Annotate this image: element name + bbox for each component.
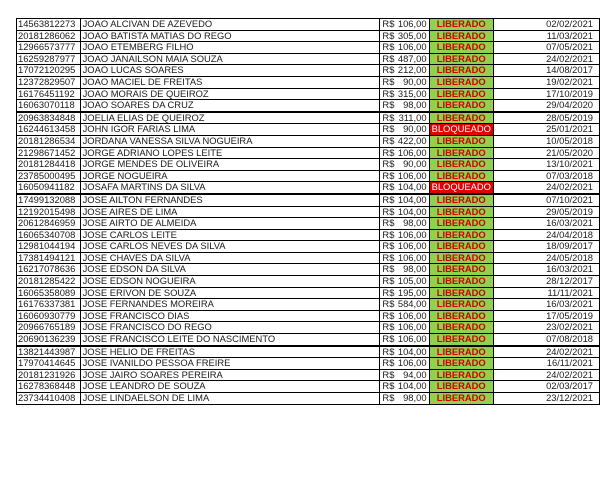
cell-id[interactable]: 20181286534: [17, 135, 81, 147]
currency-symbol: R$: [382, 275, 395, 287]
cell-value[interactable]: [380, 229, 429, 241]
cell-date[interactable]: 18/09/2017: [493, 241, 599, 253]
cell-name[interactable]: JOHN IGOR FARIAS LIMA: [80, 124, 380, 136]
cell-status[interactable]: LIBERADO: [429, 135, 493, 147]
cell-date[interactable]: 07/03/2018: [493, 170, 599, 182]
cell-value[interactable]: [380, 170, 429, 182]
value-amount: 106,00: [397, 229, 427, 240]
cell-value[interactable]: [380, 147, 429, 159]
currency-symbol: R$: [382, 392, 395, 403]
cell-status[interactable]: LIBERADO: [429, 276, 493, 288]
cell-date[interactable]: 07/10/2021: [493, 194, 599, 206]
cell-status[interactable]: LIBERADO: [429, 194, 493, 206]
cell-value[interactable]: [380, 322, 429, 334]
cell-name[interactable]: JOSE EDSON DA SILVA: [80, 264, 380, 276]
cell-status[interactable]: BLOQUEADO: [429, 182, 493, 194]
cell-name[interactable]: JOAO MORAIS DE QUEIROZ: [80, 88, 380, 100]
cell-id[interactable]: 12966573777: [17, 42, 81, 54]
cell-date[interactable]: 19/02/2021: [493, 76, 599, 88]
cell-value[interactable]: [380, 124, 429, 136]
table-row: [17, 88, 600, 100]
cell-date[interactable]: 07/08/2018: [493, 334, 599, 346]
cell-name[interactable]: JOSE FRANCISCO DIAS: [80, 310, 380, 322]
cell-name[interactable]: JORGE MENDES DE OLIVEIRA: [80, 159, 380, 171]
value-amount: 106,00: [397, 310, 427, 321]
cell-status[interactable]: LIBERADO: [429, 88, 493, 100]
currency-symbol: R$: [382, 380, 395, 392]
cell-value[interactable]: [380, 299, 429, 311]
cell-value[interactable]: [380, 358, 429, 370]
currency-symbol: R$: [382, 76, 395, 87]
cell-status[interactable]: LIBERADO: [429, 346, 493, 358]
value-amount: 195,00: [397, 287, 427, 298]
currency-symbol: R$: [382, 41, 395, 53]
cell-name[interactable]: JOSE JAIRO SOARES PEREIRA: [80, 369, 380, 381]
cell-value[interactable]: [380, 100, 429, 112]
table-row: [17, 264, 600, 276]
value-amount: 90,00: [403, 158, 427, 170]
value-amount: 212,00: [397, 64, 427, 76]
cell-name[interactable]: JOSE FRANCISCO LEITE DO NASCIMENTO: [80, 334, 380, 346]
cell-id[interactable]: 16065340708: [17, 229, 81, 241]
value-amount: 98,00: [403, 392, 427, 403]
cell-value[interactable]: [380, 310, 429, 322]
value-amount: 305,00: [397, 30, 427, 41]
cell-status[interactable]: LIBERADO: [429, 76, 493, 88]
table-row: [17, 182, 600, 194]
currency-symbol: R$: [382, 64, 395, 76]
cell-value[interactable]: [380, 206, 429, 218]
cell-date[interactable]: 29/04/2020: [493, 100, 599, 112]
value-amount: 98,00: [403, 263, 427, 275]
table-row: [17, 229, 600, 241]
table-row: [17, 194, 600, 206]
table-row: [17, 42, 600, 54]
cell-date[interactable]: 29/05/2019: [493, 206, 599, 218]
value-amount: 90,00: [403, 123, 427, 135]
cell-id[interactable]: 12192015498: [17, 206, 81, 218]
cell-id[interactable]: 16176337381: [17, 299, 81, 311]
cell-value[interactable]: [380, 19, 429, 31]
cell-date[interactable]: 02/02/2021: [493, 19, 599, 31]
cell-name[interactable]: JOSE AILTON FERNANDES: [80, 194, 380, 206]
table-row: [17, 310, 600, 322]
value-amount: 105,00: [397, 275, 427, 287]
cell-date[interactable]: 24/05/2018: [493, 252, 599, 264]
value-amount: 106,00: [397, 321, 427, 333]
cell-id[interactable]: 16278368448: [17, 381, 81, 393]
cell-value[interactable]: [380, 369, 429, 381]
cell-value[interactable]: [380, 218, 429, 230]
value-amount: 104,00: [397, 206, 427, 217]
cell-value[interactable]: [380, 264, 429, 276]
cell-id[interactable]: 20966765189: [17, 322, 81, 334]
table-row: [17, 53, 600, 65]
cell-date[interactable]: 24/02/2021: [493, 369, 599, 381]
value-amount: 487,00: [397, 53, 427, 64]
table-row: [17, 159, 600, 171]
table-row: [17, 170, 600, 182]
cell-value[interactable]: [380, 182, 429, 194]
cell-status[interactable]: LIBERADO: [429, 322, 493, 334]
cell-value[interactable]: [380, 276, 429, 288]
value-amount: 106,00: [397, 240, 427, 252]
cell-id[interactable]: 12981044194: [17, 241, 81, 253]
cell-id[interactable]: 17072120295: [17, 65, 81, 77]
currency-symbol: R$: [382, 53, 395, 64]
cell-id[interactable]: 16065358089: [17, 287, 81, 299]
cell-value[interactable]: [380, 393, 429, 405]
cell-date[interactable]: 16/03/2021: [493, 264, 599, 276]
cell-status[interactable]: LIBERADO: [429, 159, 493, 171]
table-row: [17, 322, 600, 334]
currency-symbol: R$: [382, 298, 395, 310]
currency-symbol: R$: [382, 263, 395, 275]
cell-date[interactable]: 02/03/2017: [493, 381, 599, 393]
cell-id[interactable]: 16176451192: [17, 88, 81, 100]
value-amount: 422,00: [397, 135, 427, 146]
value-amount: 106,00: [397, 357, 427, 369]
cell-value[interactable]: [380, 381, 429, 393]
currency-symbol: R$: [382, 18, 395, 29]
table-row: [17, 381, 600, 393]
table-row: [17, 252, 600, 264]
value-amount: 106,00: [397, 170, 427, 181]
currency-symbol: R$: [382, 240, 395, 252]
cell-name[interactable]: JOSE LINDAELSON DE LIMA: [80, 393, 380, 405]
cell-value[interactable]: [380, 334, 429, 346]
cell-status[interactable]: LIBERADO: [429, 393, 493, 405]
value-amount: 106,00: [397, 18, 427, 29]
currency-symbol: R$: [382, 287, 395, 298]
cell-id[interactable]: 16244613458: [17, 124, 81, 136]
currency-symbol: R$: [382, 181, 395, 193]
table-row: [17, 147, 600, 159]
cell-status[interactable]: LIBERADO: [429, 334, 493, 346]
currency-symbol: R$: [382, 357, 395, 369]
cell-date[interactable]: 14/08/2017: [493, 65, 599, 77]
cell-id[interactable]: 20181286062: [17, 30, 81, 42]
table-row: [17, 19, 600, 31]
currency-symbol: R$: [382, 217, 395, 229]
cell-date[interactable]: 28/12/2017: [493, 276, 599, 288]
currency-symbol: R$: [382, 321, 395, 333]
table-row: [17, 358, 600, 370]
cell-date[interactable]: 16/11/2021: [493, 358, 599, 370]
cell-date[interactable]: 24/02/2021: [493, 346, 599, 358]
table-row: [17, 76, 600, 88]
cell-date[interactable]: 10/05/2018: [493, 135, 599, 147]
cell-date[interactable]: 25/01/2021: [493, 124, 599, 136]
cell-value[interactable]: [380, 53, 429, 65]
currency-symbol: R$: [382, 206, 395, 217]
cell-name[interactable]: JOSE CARLOS LEITE: [80, 229, 380, 241]
cell-date[interactable]: 24/02/2021: [493, 182, 599, 194]
cell-status[interactable]: LIBERADO: [429, 206, 493, 218]
cell-value[interactable]: [380, 76, 429, 88]
value-amount: 106,00: [397, 41, 427, 53]
cell-name[interactable]: JOSE LEANDRO DE SOUZA: [80, 381, 380, 393]
cell-value[interactable]: [380, 287, 429, 299]
cell-id[interactable]: 16050941182: [17, 182, 81, 194]
cell-status[interactable]: LIBERADO: [429, 53, 493, 65]
cell-id[interactable]: 17381494121: [17, 252, 81, 264]
cell-name[interactable]: JOAO MACIEL DE FREITAS: [80, 76, 380, 88]
cell-id[interactable]: 16259287977: [17, 53, 81, 65]
currency-symbol: R$: [382, 99, 395, 111]
table-row: [17, 241, 600, 253]
cell-status[interactable]: LIBERADO: [429, 381, 493, 393]
cell-date[interactable]: 16/03/2021: [493, 299, 599, 311]
cell-name[interactable]: JOSE CARLOS NEVES DA SILVA: [80, 241, 380, 253]
cell-name[interactable]: JOAO JANAILSON MAIA SOUZA: [80, 53, 380, 65]
table-row: [17, 218, 600, 230]
value-amount: 94,00: [403, 369, 427, 380]
value-amount: 315,00: [397, 88, 427, 99]
cell-name[interactable]: JOSE HELIO DE FREITAS: [80, 346, 380, 358]
cell-date[interactable]: 17/05/2019: [493, 310, 599, 322]
cell-name[interactable]: JOSE CHAVES DA SILVA: [80, 252, 380, 264]
cell-name[interactable]: JORGE ADRIANO LOPES LEITE: [80, 147, 380, 159]
cell-value[interactable]: [380, 88, 429, 100]
cell-date[interactable]: 23/12/2021: [493, 393, 599, 405]
cell-value[interactable]: [380, 241, 429, 253]
cell-id[interactable]: 23785000495: [17, 170, 81, 182]
currency-symbol: R$: [382, 229, 395, 240]
cell-status[interactable]: LIBERADO: [429, 264, 493, 276]
cell-status[interactable]: LIBERADO: [429, 287, 493, 299]
cell-name[interactable]: JOSE IVANILDO PESSOA FREIRE: [80, 358, 380, 370]
cell-date[interactable]: 17/10/2019: [493, 88, 599, 100]
cell-date[interactable]: 13/10/2021: [493, 159, 599, 171]
value-amount: 104,00: [397, 345, 427, 357]
cell-id[interactable]: 16060930779: [17, 310, 81, 322]
cell-name[interactable]: JOAO ALCIVAN DE AZEVEDO: [80, 19, 380, 31]
cell-value[interactable]: [380, 346, 429, 358]
cell-status[interactable]: LIBERADO: [429, 218, 493, 230]
cell-value[interactable]: [380, 65, 429, 77]
table-row: [17, 65, 600, 77]
value-amount: 98,00: [403, 217, 427, 229]
cell-status[interactable]: LIBERADO: [429, 241, 493, 253]
currency-symbol: R$: [382, 333, 395, 345]
cell-status[interactable]: LIBERADO: [429, 100, 493, 112]
cell-status[interactable]: LIBERADO: [429, 42, 493, 54]
table-row: [17, 299, 600, 311]
currency-symbol: R$: [382, 158, 395, 170]
currency-symbol: R$: [382, 170, 395, 181]
cell-date[interactable]: 07/05/2021: [493, 42, 599, 54]
cell-date[interactable]: 11/03/2021: [493, 30, 599, 42]
cell-name[interactable]: JOSE AIRES DE LIMA: [80, 206, 380, 218]
cell-value[interactable]: [380, 42, 429, 54]
data-table: [16, 18, 600, 405]
table-row: [17, 30, 600, 42]
value-amount: 104,00: [397, 380, 427, 392]
cell-id[interactable]: 20181231926: [17, 369, 81, 381]
cell-id[interactable]: 20963834848: [17, 112, 81, 124]
cell-status[interactable]: LIBERADO: [429, 369, 493, 381]
value-amount: 104,00: [397, 181, 427, 193]
value-amount: 98,00: [403, 99, 427, 111]
cell-id[interactable]: 13821443987: [17, 346, 81, 358]
cell-id[interactable]: 20690136239: [17, 334, 81, 346]
cell-value[interactable]: [380, 30, 429, 42]
cell-id[interactable]: 20612846959: [17, 218, 81, 230]
cell-id[interactable]: 17499132088: [17, 194, 81, 206]
currency-symbol: R$: [382, 88, 395, 99]
cell-id[interactable]: 21298671452: [17, 147, 81, 159]
cell-id[interactable]: 23734410408: [17, 393, 81, 405]
cell-date[interactable]: 24/02/2021: [493, 53, 599, 65]
currency-symbol: R$: [382, 30, 395, 41]
currency-symbol: R$: [382, 345, 395, 357]
cell-name[interactable]: JOSE ERIVON DE SOUZA: [80, 287, 380, 299]
table-row: [17, 287, 600, 299]
cell-date[interactable]: 16/03/2021: [493, 218, 599, 230]
table-row: [17, 346, 600, 358]
cell-date[interactable]: 24/04/2018: [493, 229, 599, 241]
cell-status[interactable]: LIBERADO: [429, 147, 493, 159]
cell-date[interactable]: 11/11/2021: [493, 287, 599, 299]
cell-name[interactable]: JOAO SOARES DA CRUZ: [80, 100, 380, 112]
cell-status[interactable]: LIBERADO: [429, 299, 493, 311]
currency-symbol: R$: [382, 193, 395, 205]
cell-name[interactable]: JOAO BATISTA MATIAS DO REGO: [80, 30, 380, 42]
table-row: [17, 112, 600, 124]
value-amount: 311,00: [398, 111, 427, 123]
cell-name[interactable]: JOSE AIRTO DE ALMEIDA: [80, 218, 380, 230]
cell-name[interactable]: JORGE NOGUEIRA: [80, 170, 380, 182]
cell-value[interactable]: [380, 112, 429, 124]
cell-name[interactable]: JOELIA ELIAS DE QUEIROZ: [80, 112, 380, 124]
cell-status[interactable]: LIBERADO: [429, 252, 493, 264]
cell-name[interactable]: JOSAFA MARTINS DA SILVA: [80, 182, 380, 194]
table-row: [17, 276, 600, 288]
cell-id[interactable]: 14563812273: [17, 19, 81, 31]
cell-date[interactable]: 28/05/2019: [493, 112, 599, 124]
cell-date[interactable]: 21/05/2020: [493, 147, 599, 159]
cell-id[interactable]: 16217078636: [17, 264, 81, 276]
currency-symbol: R$: [382, 252, 395, 263]
table-row: [17, 393, 600, 405]
cell-id[interactable]: 20181284418: [17, 159, 81, 171]
cell-status[interactable]: LIBERADO: [429, 19, 493, 31]
cell-date[interactable]: 23/02/2021: [493, 322, 599, 334]
cell-value[interactable]: [380, 159, 429, 171]
cell-value[interactable]: [380, 135, 429, 147]
cell-status[interactable]: LIBERADO: [429, 112, 493, 124]
currency-symbol: R$: [382, 369, 395, 380]
cell-id[interactable]: 20181285422: [17, 276, 81, 288]
cell-name[interactable]: JOSE FERNANDES MOREIRA: [80, 299, 380, 311]
value-amount: 106,00: [397, 333, 427, 345]
cell-status[interactable]: LIBERADO: [429, 310, 493, 322]
cell-status[interactable]: LIBERADO: [429, 229, 493, 241]
table-row: [17, 124, 600, 136]
cell-name[interactable]: JORDANA VANESSA SILVA NOGUEIRA: [80, 135, 380, 147]
cell-id[interactable]: 16063070118: [17, 100, 81, 112]
value-amount: 106,00: [397, 147, 427, 158]
cell-status[interactable]: LIBERADO: [429, 358, 493, 370]
cell-status[interactable]: LIBERADO: [429, 170, 493, 182]
cell-name[interactable]: JOSE FRANCISCO DO REGO: [80, 322, 380, 334]
currency-symbol: R$: [382, 310, 395, 321]
cell-status[interactable]: BLOQUEADO: [429, 124, 493, 136]
currency-symbol: R$: [382, 135, 395, 146]
table-row: [17, 369, 600, 381]
currency-symbol: R$: [382, 111, 395, 123]
table-row: [17, 100, 600, 112]
value-amount: 106,00: [397, 252, 427, 263]
currency-symbol: R$: [382, 147, 395, 158]
cell-status[interactable]: LIBERADO: [429, 65, 493, 77]
cell-name[interactable]: JOSE EDSON NOGUEIRA: [80, 276, 380, 288]
value-amount: 584,00: [397, 298, 427, 310]
cell-name[interactable]: JOAO ETEMBERG FILHO: [80, 42, 380, 54]
cell-status[interactable]: LIBERADO: [429, 30, 493, 42]
cell-value[interactable]: [380, 252, 429, 264]
table-row: [17, 135, 600, 147]
cell-id[interactable]: 17970414645: [17, 358, 81, 370]
table-row: [17, 206, 600, 218]
cell-name[interactable]: JOAO LUCAS SOARES: [80, 65, 380, 77]
cell-value[interactable]: [380, 194, 429, 206]
table-body: [17, 19, 600, 405]
value-amount: 104,00: [397, 193, 427, 205]
table-row: [17, 334, 600, 346]
cell-id[interactable]: 12372829507: [17, 76, 81, 88]
currency-symbol: R$: [382, 123, 395, 135]
value-amount: 90,00: [403, 76, 427, 87]
